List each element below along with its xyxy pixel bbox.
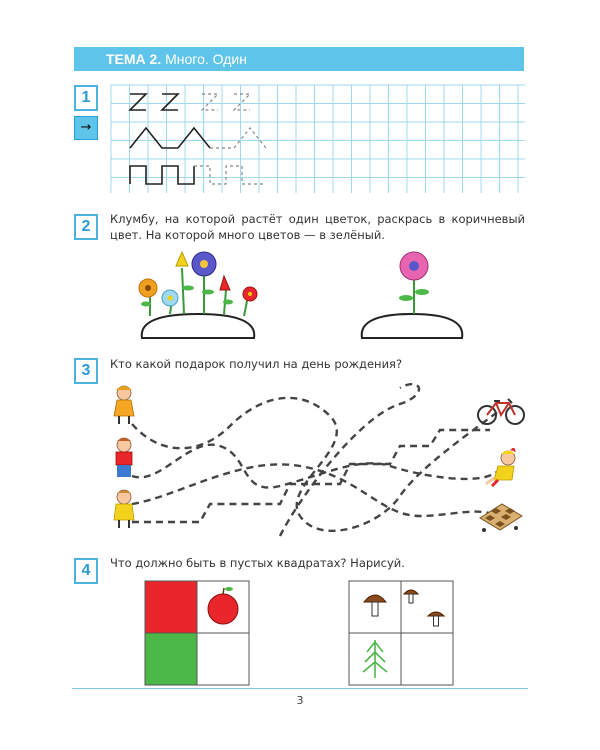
boy-figure	[110, 436, 138, 480]
girl-figure	[110, 384, 138, 426]
zigzag-dashed	[210, 128, 266, 148]
maze-paths	[100, 376, 528, 546]
task-1-number: 1	[74, 85, 98, 111]
fir-tree-icon	[363, 640, 387, 678]
green-square	[145, 633, 197, 685]
task-3-text: Кто какой подарок получил на день рождения?	[110, 357, 403, 371]
meander-dashed	[194, 166, 266, 184]
tracing-grid	[110, 84, 526, 194]
meander-solid	[130, 166, 194, 184]
topic-header	[74, 47, 524, 71]
z-pattern-dashed	[202, 94, 250, 110]
flower-icon	[400, 252, 428, 280]
flower-icon	[243, 287, 257, 301]
topic-title: Много. Один	[165, 51, 247, 67]
flower-icon	[162, 290, 178, 306]
page-number: 3	[296, 694, 304, 707]
topic-label: ТЕМА 2.	[106, 51, 162, 67]
flower-icon	[139, 279, 157, 297]
pattern-square-right	[348, 580, 454, 686]
doll-icon	[484, 448, 522, 488]
z-pattern-solid	[130, 94, 178, 110]
bicycle-icon	[476, 396, 526, 426]
mushroom-icon	[428, 612, 444, 626]
flowerbed-one-flower	[356, 248, 476, 342]
task-2-number: 2	[74, 214, 98, 240]
flower-icon	[192, 252, 216, 276]
task-3-number: 3	[74, 358, 98, 384]
flower-icon	[176, 252, 188, 266]
flowerbed-many-flowers	[128, 248, 276, 342]
zigzag-solid	[130, 128, 210, 148]
red-square	[145, 581, 197, 633]
small-child-figure	[110, 488, 138, 530]
pattern-square-left	[144, 580, 250, 686]
task-2-text: Клумбу, на которой растёт один цветок, раскрась в коричневый цвет. На которой много цветов — в зелёный.	[110, 212, 525, 242]
task-4-text: Что должно быть в пустых квадратах? Нарисуй.	[110, 556, 405, 570]
mushroom-icon	[364, 595, 386, 616]
footer-divider	[72, 688, 528, 689]
mushroom-icon	[404, 590, 418, 603]
flower-icon	[220, 276, 230, 290]
arrow-icon: →	[74, 116, 98, 140]
apple-icon	[208, 587, 238, 624]
task-4-number: 4	[74, 558, 98, 584]
checkers-board-icon	[476, 500, 524, 534]
